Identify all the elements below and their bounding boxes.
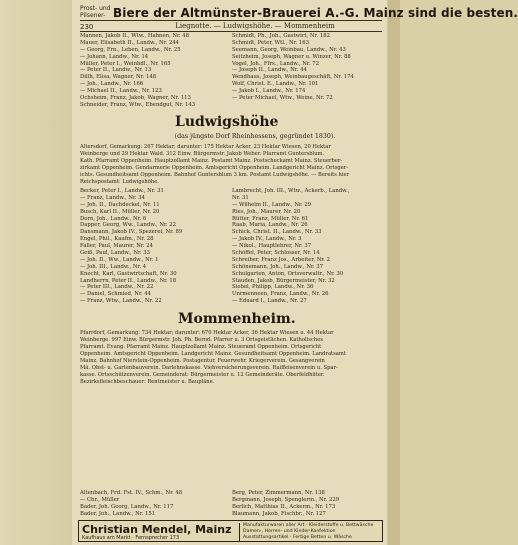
directory-entry: Geiß, Paul, Landw., Nr. 33 [80, 250, 151, 257]
directory-entry: — Peter Michael, Wtw., Weine, Nr. 72 [232, 95, 333, 102]
ludwigshoehe-right-column [232, 188, 384, 305]
description-line: Bezirksfleischbeschauer: Rentmeister u. Baupläne. [80, 379, 215, 385]
directory-entry: — Peter II., Landw., Nr. 13 [80, 67, 152, 74]
mommenheim-left-column [80, 490, 228, 518]
description-line: Reichspostamt: Ludwigshöhe. [80, 179, 159, 185]
subtitle-rule [80, 31, 382, 32]
directory-entry: Seemann, Georg, Weinbau, Landw., Nr. 43 [232, 46, 346, 53]
directory-entry: Bader, Joh. Georg, Landw., Nr. 117 [80, 503, 174, 510]
page-number: 230 [80, 23, 94, 31]
directory-entry: — Joseph II., Landw., Nr. 44 [232, 67, 307, 74]
description-line: Weinberge und 29 Hektar Wald. 312 Einw. Bürgermstr. Jakob Weber. Pfarramt Guntersblum. [80, 151, 325, 157]
directory-entry: Bergmann, Joseph, Spenglerm., Nr. 229 [232, 496, 340, 503]
directory-entry: Schönemann, Joh., Landw., Nr. 37 [232, 263, 324, 270]
description-line: Pfarramt. Evang. Pfarramt Mainz. Hauptzollamt Mainz. Steueramt Oppenheim. Ortsgericht [80, 344, 322, 350]
directory-entry: Dillh, Elisa, Wagner, Nr. 148 [80, 74, 157, 81]
directory-entry: Bader, Joh., Landw., Nr. 151 [80, 510, 156, 517]
directory-entry: Ries, Joh., Maurer, Nr. 20 [232, 208, 301, 215]
directory-entry: Dansmann, Jakob IV., Spezerei, Nr. 89 [80, 229, 183, 236]
mommenheim-description [80, 330, 382, 386]
directory-entry: — Joh. II., Ww., Landw., Nr. 1 [80, 256, 159, 263]
directory-entry: Knecht, Karl, Gastwirtschaft, Nr. 30 [80, 270, 177, 277]
directory-entry: — Wilhelm II., Landw., Nr. 29 [232, 201, 312, 208]
directory-entry: Unrmenneen, Franz, Landw., Nr. 26 [232, 291, 329, 298]
directory-entry: Blaumann, Jakob, Fischbr., Nr. 127 [232, 510, 326, 517]
directory-entry: Schick, Christ. II., Landw., Nr. 33 [232, 229, 322, 236]
directory-entry: Engel, Phil., Kaufm., Nr. 28 [80, 236, 154, 243]
directory-entry: — Jakob I., Landw., Nr. 174 [232, 88, 306, 95]
top-left-column [80, 33, 228, 109]
advertisement [78, 520, 383, 542]
side-label-line: Prost- und [80, 5, 111, 12]
description-line: Mä. Obst- u. Gartenbauverein. Darlehnskasse. Viehversicherungsverein. Raiffeisenverein u. Spar- [80, 365, 338, 371]
directory-entry: Stauden, Jakob, Bürgermeister, Nr. 32 [232, 277, 335, 284]
directory-entry: Nr. 31 [232, 194, 249, 201]
advert-address: Kaufhaus am Markt · Fernsprecher 173 [82, 535, 180, 541]
directory-entry: — Peter III., Landw., Nr. 22 [80, 284, 154, 291]
directory-entry: Raab, Maria, Landw., Nr. 26 [232, 222, 308, 229]
directory-entry: Wendhaus, Joseph, Weinbaugeschäft, Nr. 174 [232, 74, 354, 81]
directory-entry: Faller, Paul, Maurer, Nr. 24 [80, 243, 153, 250]
directory-entry: Schneider, Franz, Wtw., Ebendgut, Nr. 143 [80, 101, 196, 108]
directory-entry: Altenbach, Frd. Fst. IV., Schm., Nr. 48 [80, 490, 183, 496]
ludwigshoehe-subtitle: (das jüngste Dorf Rheinhessens, gegründet 1830). [174, 133, 336, 140]
description-line: Pfarrdorf, Gemarkung: 734 Hektar; darunter: 670 Hektar Acker, 36 Hektar Wiesen u. 44 Hektar [80, 330, 334, 336]
mommenheim-title: Mommenheim. [178, 311, 296, 327]
directory-entry: — Joh. III., Landw., Nr. 4 [80, 263, 147, 270]
directory-entry: — Eduard I., Landw., Nr. 27 [232, 298, 307, 305]
directory-entry: — Daniel, Schmied, Nr. 44 [80, 291, 151, 298]
directory-entry: Schulgarten, Anton, Ortsverwaltr., Nr. 30 [232, 270, 344, 277]
description-line: Altersdorf, Gemarkung: 267 Hektar; darunter: 175 Hektar Acker, 23 Hektar Wiesen, 20 Hektar [80, 144, 331, 150]
directory-entry: — Franz, Landw., Nr. 34 [80, 194, 146, 201]
directory-entry: Busch, Karl II., Müller, Nr. 20 [80, 208, 160, 215]
description-line: Mainz. Bahnhof Nierstein-Oppenheim. Postagentur. Feuerwehr. Kriegerverein. Gesangverein [80, 358, 325, 364]
advert-details [239, 523, 385, 541]
description-line: zirkamt Oppenheim. Gendarmerie Oppenheim. Amtsgericht Oppenheim. Landgericht Mainz. Ortsger- [80, 165, 348, 171]
top-right-column [232, 33, 384, 102]
directory-entry: Landherrn, Peter II., Landw., Nr. 18 [80, 277, 177, 284]
directory-entry: — Johann, Landw., Nr. 14 [80, 53, 149, 60]
directory-entry: — Georg, Frn., Leben, Landw., Nr. 25 [80, 46, 181, 53]
page-gutter [0, 0, 72, 545]
directory-entry: Müller, Peter I., Weinhdl., Nr. 165 [80, 60, 171, 67]
directory-entry: Seitzheim, Joseph, Wagner u. Winzer, Nr. 88 [232, 53, 351, 60]
directory-entry: Becker, Peter I., Landw., Nr. 31 [80, 188, 164, 194]
directory-entry: — Joh., Landw., Nr. 166 [80, 81, 144, 88]
ludwigshoehe-description [80, 144, 382, 186]
mommenheim-right-column [232, 490, 384, 518]
directory-entry: Ochsheim, Franz, Jakob, Wagner, Nr. 113 [80, 95, 191, 102]
header-side-label [80, 5, 111, 19]
directory-entry: Schmidt, Peter, Wtl., Nr. 163 [232, 39, 310, 46]
directory-entry: Berg, Peter, Zimmermann, Nr. 138 [232, 490, 325, 496]
directory-entry: Lambrecht, Joh. III., Wtw., Ackerb., Landw., [232, 188, 350, 194]
directory-entry: Mauer, Elisabeth II., Landw., Nr. 244 [80, 39, 180, 46]
directory-entry: Schreiber, Franz Jos., Arbeiter, Nr. 2 [232, 256, 331, 263]
page-edge [388, 0, 400, 545]
header-brand: Biere der Altmünster-Brauerei A.-G. Mainz sind die besten. [113, 6, 518, 20]
directory-entry: — Nikol., Hauptlehrer, Nr. 37 [232, 243, 312, 250]
advert-line: Manufakturwaren aller Art · Kleiderstoffe u. Bettwäsche [243, 523, 374, 528]
directory-entry: — Franz, Wtw., Landw., Nr. 22 [80, 298, 162, 305]
directory-entry: Vogel, Joh., Ffrs., Landw., Nr. 72 [232, 60, 319, 67]
directory-entry: — Michael II., Landw., Nr. 123 [80, 88, 162, 95]
advert-line: Ausstattungsartikel · Fertige Betten u. Wäsche [243, 535, 352, 540]
page-subtitle: Liegnotte. — Ludwigshöhe. — Mommenheim [175, 22, 335, 30]
description-line: Oppenheim. Amtsgericht Oppenheim. Landgericht Mainz. Gesundheitsamt Oppenheim. Landratsamt [80, 351, 346, 357]
ludwigshoehe-left-column [80, 188, 228, 305]
directory-entry: Siebel, Philipp, Landw., Nr. 36 [232, 284, 314, 291]
directory-entry: — Jakob IV., Landw., Nr. 3 [232, 236, 302, 243]
directory-entry: Schöffel, Peter, Schlosser, Nr. 14 [232, 250, 320, 257]
advert-name: Christian Mendel, Mainz [82, 523, 232, 536]
description-line: Weinberge. 997 Einw. Bürgermstr. Joh. Ph. Bernd. Pfarrer u. 3 Ortsgeistlichen. Katholisches [80, 337, 323, 343]
directory-entry: Mannen, Jakob II., Wtw., Hahnen, Nr. 48 [80, 33, 190, 39]
ludwigshoehe-title: Ludwigshöhe [175, 114, 279, 130]
description-line: kasse. Ortsschützenverein. Gemeinderat: Bürgermeister u. 12 Gemeinderäte. Oberfeldhüter. [80, 372, 325, 378]
directory-entry: Dapper, Georg, Ww., Landw., Nr. 22 [80, 222, 177, 229]
header-rule [80, 20, 382, 21]
side-label-line: Pilsener- [80, 12, 106, 19]
description-line: ichts. Gesundheitsamt Oppenheim. Bahnhof Guntersblum 3 km. Postamt Ludwigshöhe. — Bereits hier [80, 172, 350, 178]
advert-line: Damen-, Herren- und Kinder-Konfektion [243, 529, 336, 534]
description-line: Kath. Pfarramt Oppenheim. Hauptzollamt Mainz. Postamt Mainz. Postscheckamt Mainz. Steuerber- [80, 158, 343, 164]
directory-entry: Wolf, Christ. E., Landw., Nr. 101 [232, 81, 319, 88]
directory-entry: — Joh. II., Dachdeckel, Nr. 11 [80, 201, 160, 208]
directory-entry: Berlich, Matthias II., Ackerm., Nr. 173 [232, 503, 336, 510]
directory-entry: Rütter, Franz, Müller, Nr. 61 [232, 215, 309, 222]
directory-entry: Schmidt, Ph., Joh., Gastwirt, Nr. 182 [232, 33, 330, 39]
directory-entry: — Chr., Müller [80, 496, 120, 503]
directory-entry: Dorn, Joh., Landw., Nr. 6 [80, 215, 147, 222]
